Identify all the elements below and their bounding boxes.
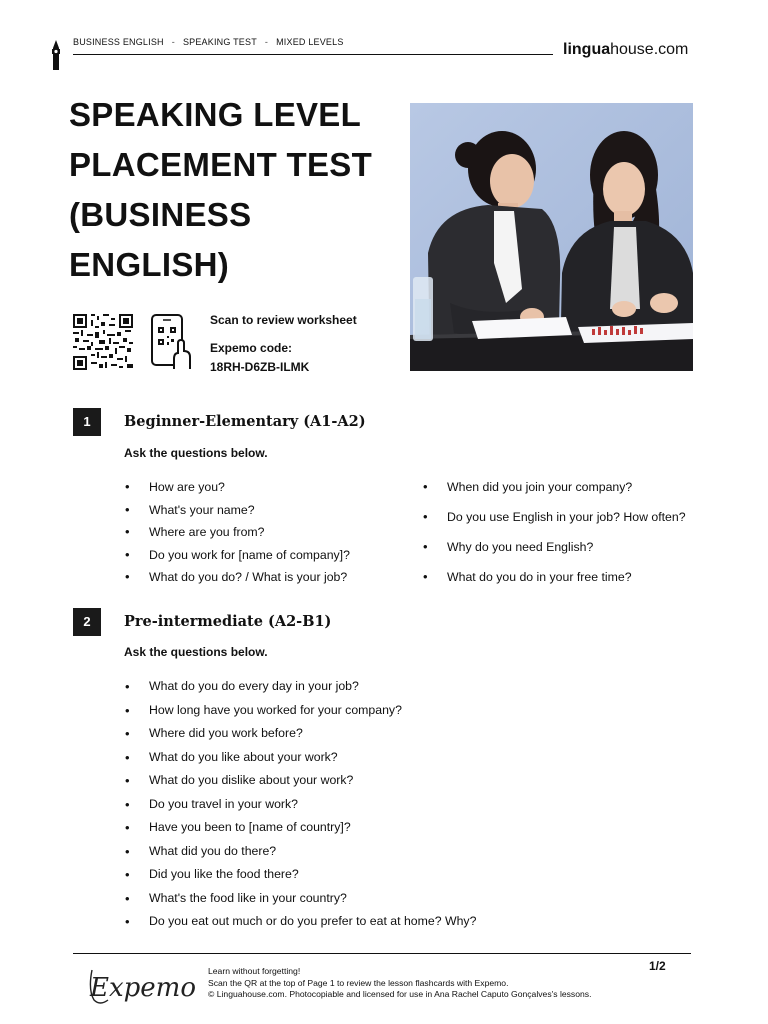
header-divider: [73, 54, 553, 55]
question-item: • Where are you from?: [124, 521, 350, 544]
scan-info: [210, 311, 357, 377]
scan-label: Scan to review worksheet: [210, 313, 357, 327]
question-item: • When did you join your company?: [422, 476, 686, 506]
section-title: Pre-intermediate (A2-B1): [124, 613, 332, 630]
businesswomen-photo: [410, 103, 693, 371]
section-number: 2: [73, 608, 101, 636]
footer-copyright: © Linguahouse.com. Photocopiable and licensed for use in Ana Rachel Caputo Gonçalves's lessons.: [208, 989, 592, 999]
question-item: • What do you do? / What is your job?: [124, 566, 350, 589]
question-item: • What did you do there?: [124, 840, 476, 864]
question-list-right: [422, 476, 686, 596]
phone-scan-icon: [150, 313, 192, 371]
question-item: • Do you travel in your work?: [124, 793, 476, 817]
brand-bold: lingua: [563, 41, 611, 58]
breadcrumb-separator: -: [171, 37, 175, 47]
question-item: • Why do you need English?: [422, 536, 686, 566]
question-list-left: [124, 476, 350, 589]
page-number: 1/2: [649, 959, 666, 973]
question-item: • How long have you worked for your company?: [124, 699, 476, 723]
expemo-code-label: Expemo code:: [210, 341, 293, 355]
page-title: SPEAKING LEVEL PLACEMENT TEST (BUSINESS ENGLISH): [69, 96, 373, 283]
question-item: • Where did you work before?: [124, 722, 476, 746]
expemo-logo[interactable]: [88, 960, 198, 1010]
brand-logo[interactable]: [563, 41, 688, 59]
question-item: • Do you eat out much or do you prefer to eat at home? Why?: [124, 910, 476, 934]
section-number: 1: [73, 408, 101, 436]
question-item: • How are you?: [124, 476, 350, 499]
breadcrumb-item: BUSINESS ENGLISH: [73, 37, 164, 47]
breadcrumb: [73, 37, 344, 47]
question-item: • Do you work for [name of company]?: [124, 544, 350, 567]
footer-tagline: Learn without forgetting!: [208, 966, 301, 976]
question-item: • What do you dislike about your work?: [124, 769, 476, 793]
question-item: • What do you do in your free time?: [422, 566, 686, 596]
question-item: • Did you like the food there?: [124, 863, 476, 887]
qr-code-icon[interactable]: [73, 314, 133, 370]
question-item: • What's your name?: [124, 499, 350, 522]
breadcrumb-item: SPEAKING TEST: [182, 37, 257, 47]
question-item: • Have you been to [name of country]?: [124, 816, 476, 840]
big-ben-icon: [50, 40, 62, 70]
footer-instruction: Scan the QR at the top of Page 1 to review the lesson flashcards with Expemo.: [208, 977, 509, 988]
expemo-logo-text: Expemo: [90, 973, 196, 1003]
brand-rest: house.com: [610, 41, 689, 58]
expemo-code: 18RH-D6ZB-ILMK: [210, 360, 310, 374]
footer-divider: [73, 953, 691, 954]
question-item: • What's the food like in your country?: [124, 887, 476, 911]
section-title: Beginner-Elementary (A1-A2): [124, 413, 366, 430]
breadcrumb-item: MIXED LEVELS: [276, 37, 344, 47]
question-item: • What do you like about your work?: [124, 746, 476, 770]
question-item: • Do you use English in your job? How often?: [422, 506, 686, 536]
footer-text: [208, 966, 591, 1001]
section-instruction: Ask the questions below.: [124, 446, 268, 460]
question-item: • What do you do every day in your job?: [124, 675, 476, 699]
section-instruction: Ask the questions below.: [124, 645, 268, 659]
breadcrumb-separator: -: [264, 37, 269, 47]
question-list: [124, 675, 476, 934]
